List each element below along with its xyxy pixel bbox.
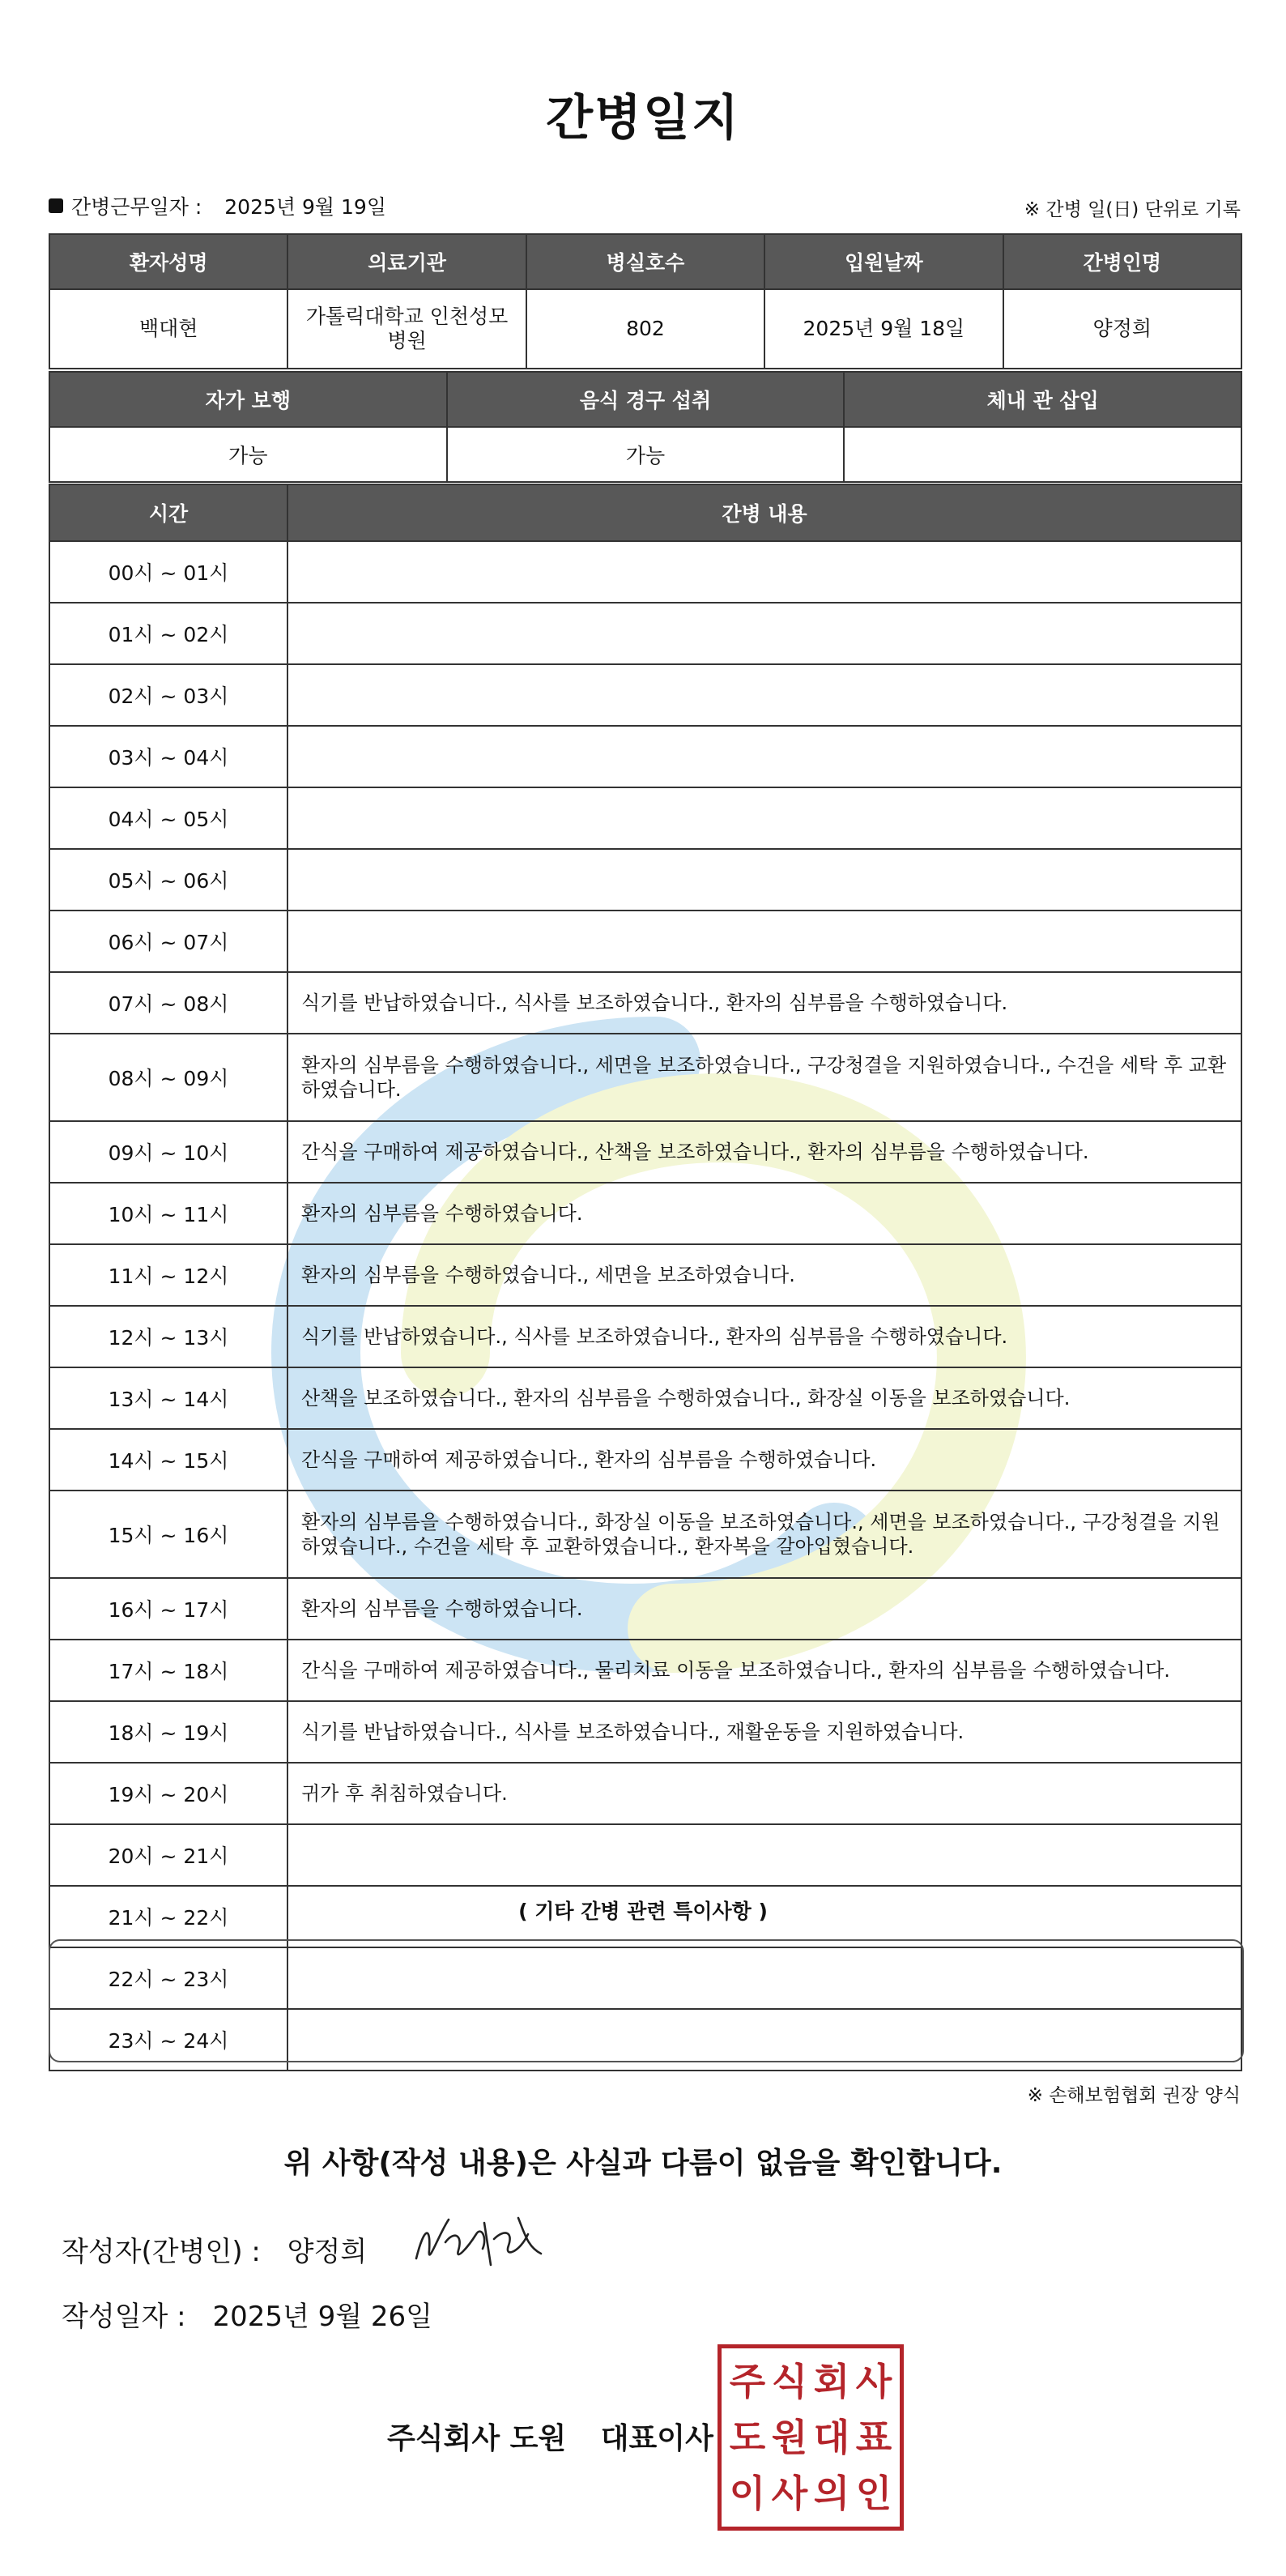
time-cell: 19시 ~ 20시 [49, 1763, 287, 1824]
patient-condition-table [49, 371, 1242, 483]
time-cell: 05시 ~ 06시 [49, 849, 287, 911]
seal-char: 이 [729, 2472, 766, 2516]
header-hospital: 의료기관 [287, 234, 526, 289]
work-date-label: 간병근무일자 : [71, 195, 202, 219]
hospital-name: 가톨릭대학교 인천성모병원 [287, 289, 526, 369]
written-date-label: 작성일자 : [62, 2301, 186, 2333]
time-cell: 14시 ~ 15시 [49, 1429, 287, 1491]
time-cell: 15시 ~ 16시 [49, 1491, 287, 1578]
time-cell: 08시 ~ 09시 [49, 1034, 287, 1121]
seal-char: 사 [855, 2359, 892, 2403]
header-patient-name: 환자성명 [49, 234, 287, 289]
seal-char: 원 [771, 2415, 808, 2459]
time-cell: 03시 ~ 04시 [49, 726, 287, 787]
written-date: 2025년 9월 26일 [212, 2301, 433, 2333]
content-cell: 식기를 반납하였습니다., 식사를 보조하였습니다., 재활운동을 지원하였습니다. [287, 1701, 1241, 1763]
seal-char: 도 [729, 2415, 766, 2459]
seal-char: 인 [855, 2472, 892, 2516]
caregiver-name: 양정희 [1003, 289, 1241, 369]
table-row [49, 911, 1241, 972]
time-cell: 12시 ~ 13시 [49, 1306, 287, 1367]
unit-note: ※ 간병 일(日) 단위로 기록 [1024, 199, 1241, 220]
header-caregiver: 간병인명 [1003, 234, 1241, 289]
table-row [49, 1824, 1241, 1886]
table-row [49, 1429, 1241, 1491]
header-care-content: 간병 내용 [287, 484, 1241, 541]
admission-date: 2025년 9월 18일 [764, 289, 1003, 369]
table-row [49, 1306, 1241, 1367]
seal-char: 표 [855, 2415, 892, 2459]
company-seal-stamp [718, 2344, 904, 2531]
table-row [49, 1244, 1241, 1306]
table-row [49, 541, 1241, 603]
time-cell: 17시 ~ 18시 [49, 1640, 287, 1701]
handwritten-signature [407, 2202, 552, 2283]
table-row [49, 1701, 1241, 1763]
content-cell [287, 726, 1241, 787]
tube-insertion-value [844, 427, 1241, 482]
patient-info-table [49, 233, 1242, 369]
work-date-line [49, 191, 386, 220]
table-row [49, 603, 1241, 664]
header-time: 시간 [49, 484, 287, 541]
representative-title: 대표이사 [600, 2422, 713, 2455]
content-cell: 산책을 보조하였습니다., 환자의 심부름을 수행하였습니다., 화장실 이동을 보조하였습니다. [287, 1367, 1241, 1429]
content-cell: 환자의 심부름을 수행하였습니다., 세면을 보조하였습니다., 구강청결을 지원하였습니다., 수건을 세탁 후 교환하였습니다. [287, 1034, 1241, 1121]
remarks-box [49, 1939, 1244, 2062]
content-cell [287, 849, 1241, 911]
time-cell: 01시 ~ 02시 [49, 603, 287, 664]
content-cell [287, 911, 1241, 972]
content-cell [287, 541, 1241, 603]
time-cell: 23시 ~ 24시 [49, 2009, 287, 2071]
content-cell: 환자의 심부름을 수행하였습니다. [287, 1183, 1241, 1244]
form-note: ※ 손해보험협회 권장 양식 [1027, 2085, 1241, 2106]
table-row [49, 664, 1241, 726]
header-self-walking: 자가 보행 [49, 372, 447, 427]
square-bullet-icon [49, 198, 63, 213]
content-cell [287, 787, 1241, 849]
page-title: 간병일지 [546, 90, 740, 147]
time-cell: 20시 ~ 21시 [49, 1824, 287, 1886]
content-cell: 환자의 심부름을 수행하였습니다., 세면을 보조하였습니다. [287, 1244, 1241, 1306]
table-row [49, 1183, 1241, 1244]
content-cell: 간식을 구매하여 제공하였습니다., 산책을 보조하였습니다., 환자의 심부름을 수행하였습니다. [287, 1121, 1241, 1183]
content-cell [287, 1824, 1241, 1886]
time-cell: 22시 ~ 23시 [49, 1947, 287, 2009]
confirmation-statement: 위 사항(작성 내용)은 사실과 다름이 없음을 확인합니다. [283, 2147, 1003, 2180]
time-cell: 16시 ~ 17시 [49, 1578, 287, 1640]
time-cell: 00시 ~ 01시 [49, 541, 287, 603]
writer-line [62, 2229, 367, 2269]
time-cell: 09시 ~ 10시 [49, 1121, 287, 1183]
remarks-label: ( 기타 간병 관련 특이사항 ) [518, 1900, 768, 1923]
seal-char: 의 [813, 2472, 850, 2516]
table-row [49, 1121, 1241, 1183]
time-cell: 10시 ~ 11시 [49, 1183, 287, 1244]
self-walking-value: 가능 [49, 427, 447, 482]
content-cell: 간식을 구매하여 제공하였습니다., 환자의 심부름을 수행하였습니다. [287, 1429, 1241, 1491]
writer-label: 작성자(간병인) : [62, 2236, 261, 2268]
content-cell: 간식을 구매하여 제공하였습니다., 물리치료 이동을 보조하였습니다., 환자의 심부름을 수행하였습니다. [287, 1640, 1241, 1701]
content-cell: 환자의 심부름을 수행하였습니다., 화장실 이동을 보조하였습니다., 세면을 보조하였습니다., 구강청결을 지원하였습니다., 수건을 세탁 후 교환하였습니다., 환자복을 갈아입혔습니다. [287, 1491, 1241, 1578]
content-cell [287, 603, 1241, 664]
time-cell: 21시 ~ 22시 [49, 1886, 287, 1947]
time-cell: 11시 ~ 12시 [49, 1244, 287, 1306]
content-cell: 환자의 심부름을 수행하였습니다. [287, 1578, 1241, 1640]
care-log-table [49, 484, 1242, 2071]
table-row [49, 1763, 1241, 1824]
table-row [49, 1034, 1241, 1121]
seal-char: 회 [813, 2359, 850, 2403]
work-date: 2025년 9월 19일 [224, 195, 386, 219]
time-cell: 06시 ~ 07시 [49, 911, 287, 972]
writer-name: 양정희 [287, 2236, 368, 2268]
room-number: 802 [526, 289, 764, 369]
table-row [49, 726, 1241, 787]
header-room: 병실호수 [526, 234, 764, 289]
content-cell [287, 664, 1241, 726]
table-row [49, 1367, 1241, 1429]
table-row [49, 787, 1241, 849]
table-row [49, 972, 1241, 1034]
table-row [49, 1640, 1241, 1701]
header-oral-intake: 음식 경구 섭취 [447, 372, 845, 427]
time-cell: 18시 ~ 19시 [49, 1701, 287, 1763]
seal-char: 대 [813, 2415, 850, 2459]
content-cell: 식기를 반납하였습니다., 식사를 보조하였습니다., 환자의 심부름을 수행하였습니다. [287, 972, 1241, 1034]
company-name: 주식회사 도원 [387, 2422, 567, 2455]
header-tube-insertion: 체내 관 삽입 [844, 372, 1241, 427]
time-cell: 04시 ~ 05시 [49, 787, 287, 849]
content-cell: 귀가 후 취침하였습니다. [287, 1763, 1241, 1824]
patient-name: 백대현 [49, 289, 287, 369]
time-cell: 13시 ~ 14시 [49, 1367, 287, 1429]
company-line [387, 2416, 713, 2457]
table-row [49, 1491, 1241, 1578]
seal-char: 식 [771, 2359, 808, 2403]
written-date-line [62, 2294, 432, 2334]
seal-char: 사 [771, 2472, 808, 2516]
time-cell: 07시 ~ 08시 [49, 972, 287, 1034]
time-cell: 02시 ~ 03시 [49, 664, 287, 726]
header-admission-date: 입원날짜 [764, 234, 1003, 289]
seal-char: 주 [729, 2359, 766, 2403]
content-cell: 식기를 반납하였습니다., 식사를 보조하였습니다., 환자의 심부름을 수행하였습니다. [287, 1306, 1241, 1367]
table-row [49, 849, 1241, 911]
table-row [49, 1578, 1241, 1640]
oral-intake-value: 가능 [447, 427, 845, 482]
